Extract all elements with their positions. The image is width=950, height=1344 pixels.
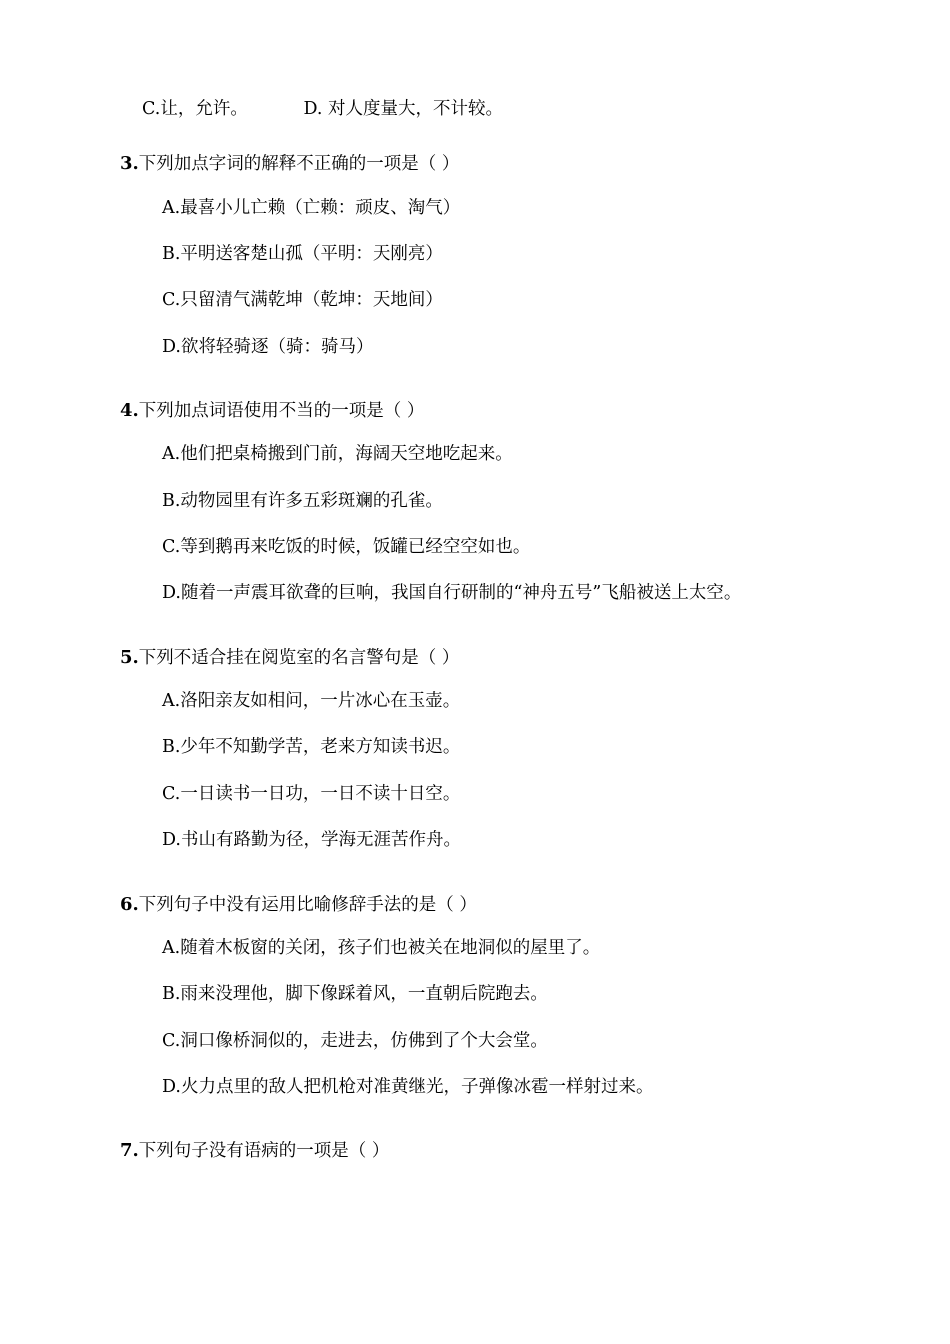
question-stem xyxy=(120,890,830,919)
option-item: C.只留清气满乾坤（乾坤：天地间） xyxy=(162,290,443,311)
option-item: B.雨来没理他，脚下像踩着风，一直朝后院跑去。 xyxy=(162,984,548,1005)
question-block xyxy=(120,890,830,1111)
question-number: 7. xyxy=(120,1140,139,1162)
question-text: 下列句子中没有运用比喻修辞手法的是（ ） xyxy=(138,894,477,915)
question-number: 5. xyxy=(120,646,139,668)
continuation-options-line: C.让，允许。 D. 对人度量大，不计较。 xyxy=(142,99,503,119)
option-item: A.最喜小儿亡赖（亡赖：顽皮、淘气） xyxy=(162,197,461,218)
option-item: B.动物园里有许多五彩斑斓的孔雀。 xyxy=(162,490,443,511)
question-stem xyxy=(120,643,830,672)
option-item: C.洞口像桥洞似的，走进去，仿佛到了个大会堂。 xyxy=(162,1030,548,1051)
option-item: A.洛阳亲友如相问，一片冰心在玉壶。 xyxy=(162,691,461,712)
option-item: A.随着木板窗的关闭，孩子们也被关在地洞似的屋里了。 xyxy=(162,937,601,958)
question-stem xyxy=(120,149,830,178)
option-list xyxy=(120,185,830,370)
option-item: D.书山有路勤为径，学海无涯苦作舟。 xyxy=(162,830,461,851)
option-item: C.等到鹅再来吃饭的时候，饭罐已经空空如也。 xyxy=(162,537,531,558)
question-text: 下列加点字词的解释不正确的一项是（ ） xyxy=(138,154,460,175)
option-list xyxy=(120,431,830,616)
question-number: 6. xyxy=(120,893,139,915)
option-item: D.随着一声震耳欲聋的巨响，我国自行研制的“神舟五号”飞船被送上太空。 xyxy=(162,583,742,604)
question-block xyxy=(120,1136,830,1165)
option-item: D.欲将轻骑逐（骑：骑马） xyxy=(162,336,374,357)
question-text: 下列不适合挂在阅览室的名言警句是（ ） xyxy=(138,647,460,668)
option-item: D.火力点里的敌人把机枪对准黄继光，子弹像冰雹一样射过来。 xyxy=(162,1076,654,1097)
question-text: 下列加点词语使用不当的一项是（ ） xyxy=(138,401,425,422)
question-stem xyxy=(120,396,830,425)
question-block xyxy=(120,396,830,617)
option-item: B.平明送客楚山孤（平明：天刚亮） xyxy=(162,244,443,265)
question-number: 3. xyxy=(120,153,139,175)
option-item: C.一日读书一日功，一日不读十日空。 xyxy=(162,783,461,804)
question-block xyxy=(120,643,830,864)
option-list xyxy=(120,678,830,863)
option-list xyxy=(120,925,830,1110)
document-body xyxy=(120,95,830,1166)
question-block xyxy=(120,149,830,370)
question-stem xyxy=(120,1136,830,1165)
question-text: 下列句子没有语病的一项是（ ） xyxy=(138,1141,390,1162)
option-item: B.少年不知勤学苦，老来方知读书迟。 xyxy=(162,737,461,758)
question-number: 4. xyxy=(120,400,139,422)
option-item: A.他们把桌椅搬到门前，海阔天空地吃起来。 xyxy=(162,444,513,465)
